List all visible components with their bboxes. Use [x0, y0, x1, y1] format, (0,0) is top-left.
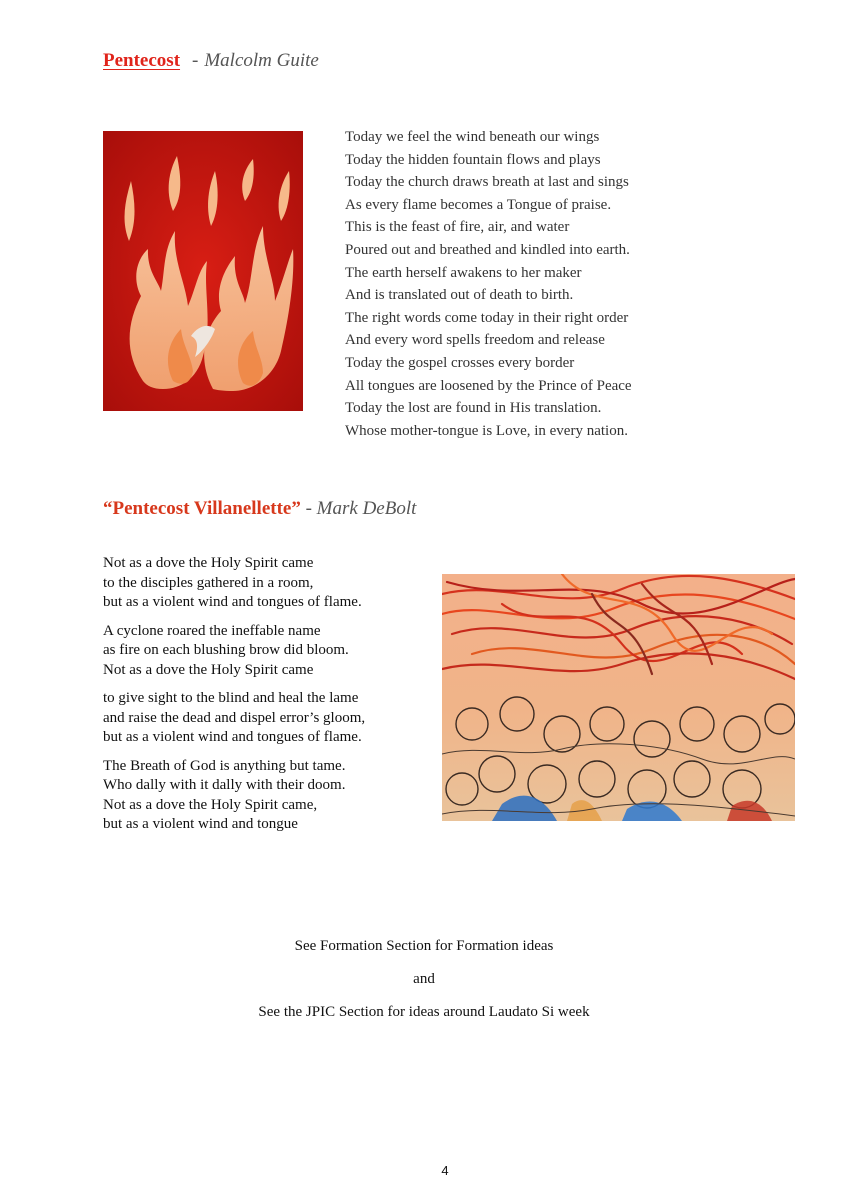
- poem-line: but as a violent wind and tongues of flame.: [103, 594, 362, 610]
- poem2-heading: [103, 498, 416, 520]
- poem-line: As every flame becomes a Tongue of praise.: [345, 196, 612, 213]
- poem-line: Today the lost are found in His translation.: [345, 400, 602, 417]
- note-conjunction: and: [413, 971, 435, 987]
- poem-line: Not as a dove the Holy Spirit came,: [103, 796, 318, 813]
- flame-illustration: [103, 131, 303, 411]
- poem-line: Poured out and breathed and kindled into earth.: [345, 241, 630, 258]
- poem-line: This is the feast of fire, air, and water: [345, 219, 570, 236]
- poem-line: Not as a dove the Holy Spirit came: [103, 661, 314, 678]
- poem1-separator: -: [192, 50, 199, 71]
- poem-line: The earth herself awakens to her maker: [345, 264, 582, 281]
- poem-line: All tongues are loosened by the Prince of Peace: [345, 377, 632, 394]
- page-number: 4: [441, 1163, 449, 1178]
- stanza: [103, 554, 433, 613]
- crowd-artwork: [442, 574, 795, 821]
- poem-line: Whose mother-tongue is Love, in every nation.: [345, 422, 628, 439]
- poem-line: Today we feel the wind beneath our wings: [345, 129, 600, 145]
- poem-line: The right words come today in their right order: [345, 309, 629, 326]
- jpic-note: See the JPIC Section for ideas around Laudato Si week: [258, 1004, 590, 1020]
- poem2-body: [103, 554, 433, 844]
- poem2-title: “Pentecost Villanellette”: [103, 498, 301, 519]
- poem-line: to give sight to the blind and heal the lame: [103, 690, 359, 706]
- poem-line: A cyclone roared the ineffable name: [103, 622, 321, 639]
- formation-note: See Formation Section for Formation ideas: [294, 938, 554, 954]
- poem1-body: [345, 126, 705, 442]
- stanza: [103, 622, 433, 681]
- poem-line: The Breath of God is anything but tame.: [103, 757, 346, 774]
- pentecost-crowd-illustration: [442, 574, 795, 821]
- poem-line: Today the gospel crosses every border: [345, 354, 575, 371]
- poem-line: Today the hidden fountain flows and plays: [345, 151, 601, 168]
- stanza: [103, 689, 433, 748]
- poem1-heading: [103, 50, 319, 72]
- poem1-author: Malcolm Guite: [204, 50, 319, 71]
- poem-line: but as a violent wind and tongue: [103, 816, 298, 832]
- poem-line: Not as a dove the Holy Spirit came: [103, 555, 314, 571]
- poem-line: and raise the dead and dispel error’s gloom,: [103, 709, 366, 726]
- poem-line: Today the church draws breath at last and sings: [345, 174, 629, 191]
- poem2-author: - Mark DeBolt: [305, 498, 417, 519]
- flame-artwork: [103, 131, 303, 411]
- stanza: [103, 757, 433, 835]
- poem-line: but as a violent wind and tongues of flame.: [103, 729, 362, 745]
- poem-line: And is translated out of death to birth.: [345, 287, 574, 304]
- poem-line: Who dally with it dally with their doom.: [103, 777, 346, 793]
- poem-line: And every word spells freedom and release: [345, 332, 605, 349]
- poem1-title: Pentecost: [103, 50, 181, 71]
- poem-line: to the disciples gathered in a room,: [103, 574, 314, 591]
- poem-line: as fire on each blushing brow did bloom.: [103, 642, 349, 658]
